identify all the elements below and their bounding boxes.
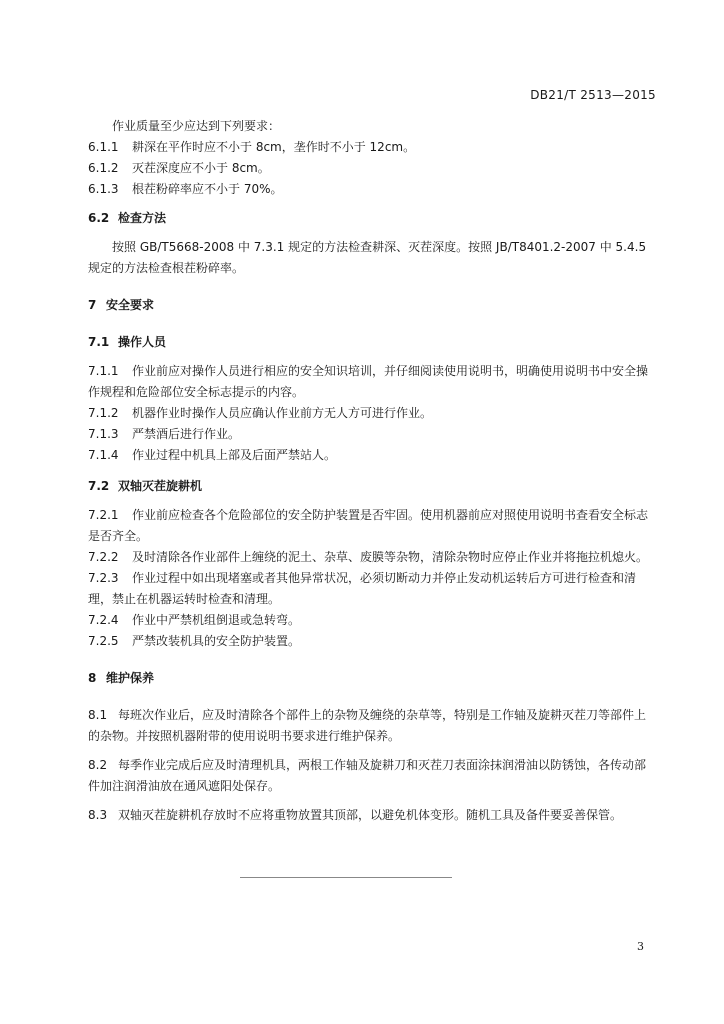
clause-text: 根茬粉碎率应不小于 70%。 [132, 182, 283, 196]
clause-number: 7.2.4 [88, 613, 119, 627]
clause-text: 作业前应对操作人员进行相应的安全知识培训，并仔细阅读使用说明书，明确使用说明书中安全操作规程和危险部位安全标志提示的内容。 [88, 364, 649, 399]
heading-number: 8 [88, 671, 97, 685]
clause-8-1 [88, 705, 656, 747]
clause-7-2-4 [88, 610, 656, 631]
clause-7-2-5 [88, 631, 656, 652]
clause-text: 严禁酒后进行作业。 [132, 427, 241, 441]
clause-number: 7.1.4 [88, 448, 119, 462]
heading-number: 7.1 [88, 335, 110, 349]
clause-number: 7.2.2 [88, 550, 119, 564]
heading-title: 操作人员 [118, 335, 167, 349]
clause-number: 8.2 [88, 758, 108, 772]
page-body [88, 116, 656, 826]
clause-text: 每班次作业后，应及时清除各个部件上的杂物及缠绕的杂草等，特别是工作轴及旋耕灭茬刀等部件上的杂物。并按照机器附带的使用说明书要求进行维护保养。 [88, 708, 647, 743]
clause-number: 6.1.3 [88, 182, 119, 196]
clause-7-2-2 [88, 547, 656, 568]
heading-title: 检查方法 [118, 211, 167, 225]
clause-number: 7.1.2 [88, 406, 119, 420]
clause-text: 双轴灭茬旋耕机存放时不应将重物放置其顶部，以避免机体变形。随机工具及备件要妥善保管。 [118, 808, 623, 822]
clause-6-1-3 [88, 179, 656, 200]
end-divider [240, 877, 452, 878]
heading-7 [88, 295, 656, 316]
clause-text: 每季作业完成后应及时清理机具，两根工作轴及旋耕刀和灭茬刀表面涂抹润滑油以防锈蚀，各传动部件加注润滑油放在通风遮阳处保存。 [88, 758, 647, 793]
clause-7-1-3 [88, 424, 656, 445]
heading-6-2 [88, 208, 656, 229]
clause-number: 7.1.3 [88, 427, 119, 441]
section-6-intro: 作业质量至少应达到下列要求： [112, 119, 281, 133]
section-6-2-text: 按照 GB/T5668-2008 中 7.3.1 规定的方法检查耕深、灭茬深度。按照 JB/T8401.2-2007 中 5.4.5 规定的方法检查根茬粉碎率。 [88, 240, 647, 275]
page-number: 3 [637, 940, 644, 953]
clause-7-1-1 [88, 361, 656, 403]
heading-number: 6.2 [88, 211, 110, 225]
clause-number: 7.1.1 [88, 364, 119, 378]
heading-title: 安全要求 [106, 298, 155, 312]
clause-7-1-4 [88, 445, 656, 466]
standard-code: DB21/T 2513—2015 [530, 88, 656, 102]
clause-number: 8.3 [88, 808, 108, 822]
clause-8-3 [88, 805, 656, 826]
clause-number: 7.2.5 [88, 634, 119, 648]
clause-number: 7.2.1 [88, 508, 119, 522]
clause-text: 作业前应检查各个危险部位的安全防护装置是否牢固。使用机器前应对照使用说明书查看安全标志是否齐全。 [88, 508, 649, 543]
clause-7-1-2 [88, 403, 656, 424]
clause-number: 7.2.3 [88, 571, 119, 585]
heading-title: 维护保养 [106, 671, 155, 685]
clause-7-2-3 [88, 568, 656, 610]
heading-7-1 [88, 332, 656, 353]
clause-text: 及时清除各作业部件上缠绕的泥土、杂草、废膜等杂物，清除杂物时应停止作业并将拖拉机熄火。 [132, 550, 649, 564]
clause-text: 作业中严禁机组倒退或急转弯。 [132, 613, 301, 627]
clause-number: 6.1.2 [88, 161, 119, 175]
clause-text: 严禁改装机具的安全防护装置。 [132, 634, 301, 648]
heading-8 [88, 668, 656, 689]
heading-7-2 [88, 476, 656, 497]
clause-8-2 [88, 755, 656, 797]
clause-number: 8.1 [88, 708, 108, 722]
clause-text: 耕深在平作时应不小于 8cm，垄作时不小于 12cm。 [132, 140, 416, 154]
clause-7-2-1 [88, 505, 656, 547]
clause-text: 机器作业时操作人员应确认作业前方无人方可进行作业。 [132, 406, 433, 420]
clause-text: 灭茬深度应不小于 8cm。 [132, 161, 270, 175]
clause-text: 作业过程中机具上部及后面严禁站人。 [132, 448, 337, 462]
heading-title: 双轴灭茬旋耕机 [118, 479, 203, 493]
clause-number: 6.1.1 [88, 140, 119, 154]
clause-text: 作业过程中如出现堵塞或者其他异常状况，必须切断动力并停止发动机运转后方可进行检查和清理，禁止在机器运转时检查和清理。 [88, 571, 637, 606]
clause-6-1-1 [88, 137, 656, 158]
heading-number: 7 [88, 298, 97, 312]
heading-number: 7.2 [88, 479, 110, 493]
clause-6-1-2 [88, 158, 656, 179]
